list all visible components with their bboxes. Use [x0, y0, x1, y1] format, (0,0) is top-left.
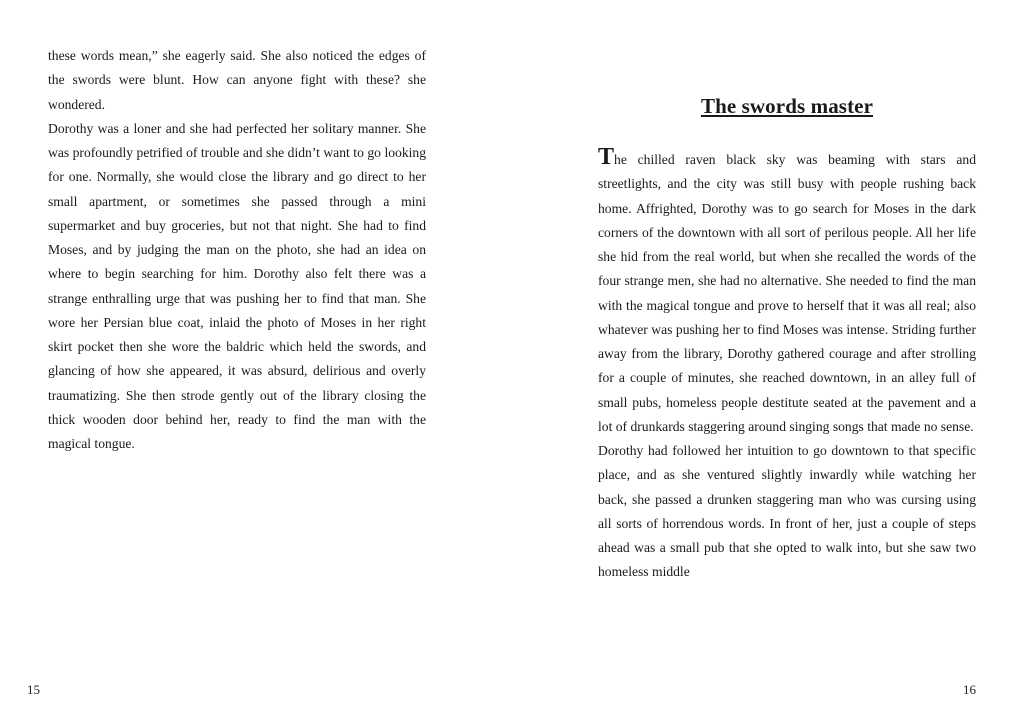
right-paragraph-1: [598, 145, 976, 439]
page-number-left: 15: [27, 682, 40, 697]
left-paragraph-1: these words mean,” she eagerly said. She also noticed the edges of the swords were blunt. How can anyone fight with these? she wondered.: [48, 48, 426, 112]
right-paragraph-1-text: he chilled raven black sky was beaming with stars and streetlights, and the city was still busy with people rushing back home. Affrighted, Dorothy was to go search for Moses in the dark corners of the downtown with all sort of perilous people. All her life she hid from the real world, but when she recalled the words of the four strange men, she had no alternative. She needed to find the man with the magical tongue and prove to herself that it was all real; also whatever was pushing her to find Moses was intense. Striding further away from the library, Dorothy gathered courage and after strolling for a couple of minutes, she reached downtown, in an alley full of small pubs, homeless people destitute seated at the pavement and a lot of drunkards staggering around singing songs that made no sense.: [598, 152, 976, 434]
right-page-body: [598, 145, 976, 585]
chapter-title: The swords master: [700, 94, 874, 118]
page-number-right: 16: [963, 682, 976, 697]
right-paragraph-2: Dorothy had followed her intuition to go downtown to that specific place, and as she ventured slightly inwardly while watching her back, she passed a drunken staggering man who was cursing using all sorts of horrendous words. In front of her, just a couple of steps ahead was a small pub that she opted to walk into, but she saw two homeless middle: [598, 443, 976, 580]
left-paragraph-2: Dorothy was a loner and she had perfected her solitary manner. She was profoundly petrified of trouble and she didn’t want to go looking for one. Normally, she would close the library and go direct to her small apartment, or sometimes she passed through a mini supermarket and buy groceries, but not that night. She had to find Moses, and by judging the man on the photo, she had an idea on where to begin searching for him. Dorothy also felt there was a strange enthralling urge that was pushing her to find that man. She wore her Persian blue coat, inlaid the photo of Moses in her right skirt pocket then she wore the baldric which held the swords, and glancing of how she appeared, it was absurd, delirious and overly traumatizing. She then strode gently out of the library closing the thick wooden door behind her, ready to find the man with the magical tongue.: [48, 120, 426, 451]
drop-cap: T: [598, 144, 615, 170]
left-page-body: [48, 44, 426, 456]
right-page: [512, 0, 1024, 726]
